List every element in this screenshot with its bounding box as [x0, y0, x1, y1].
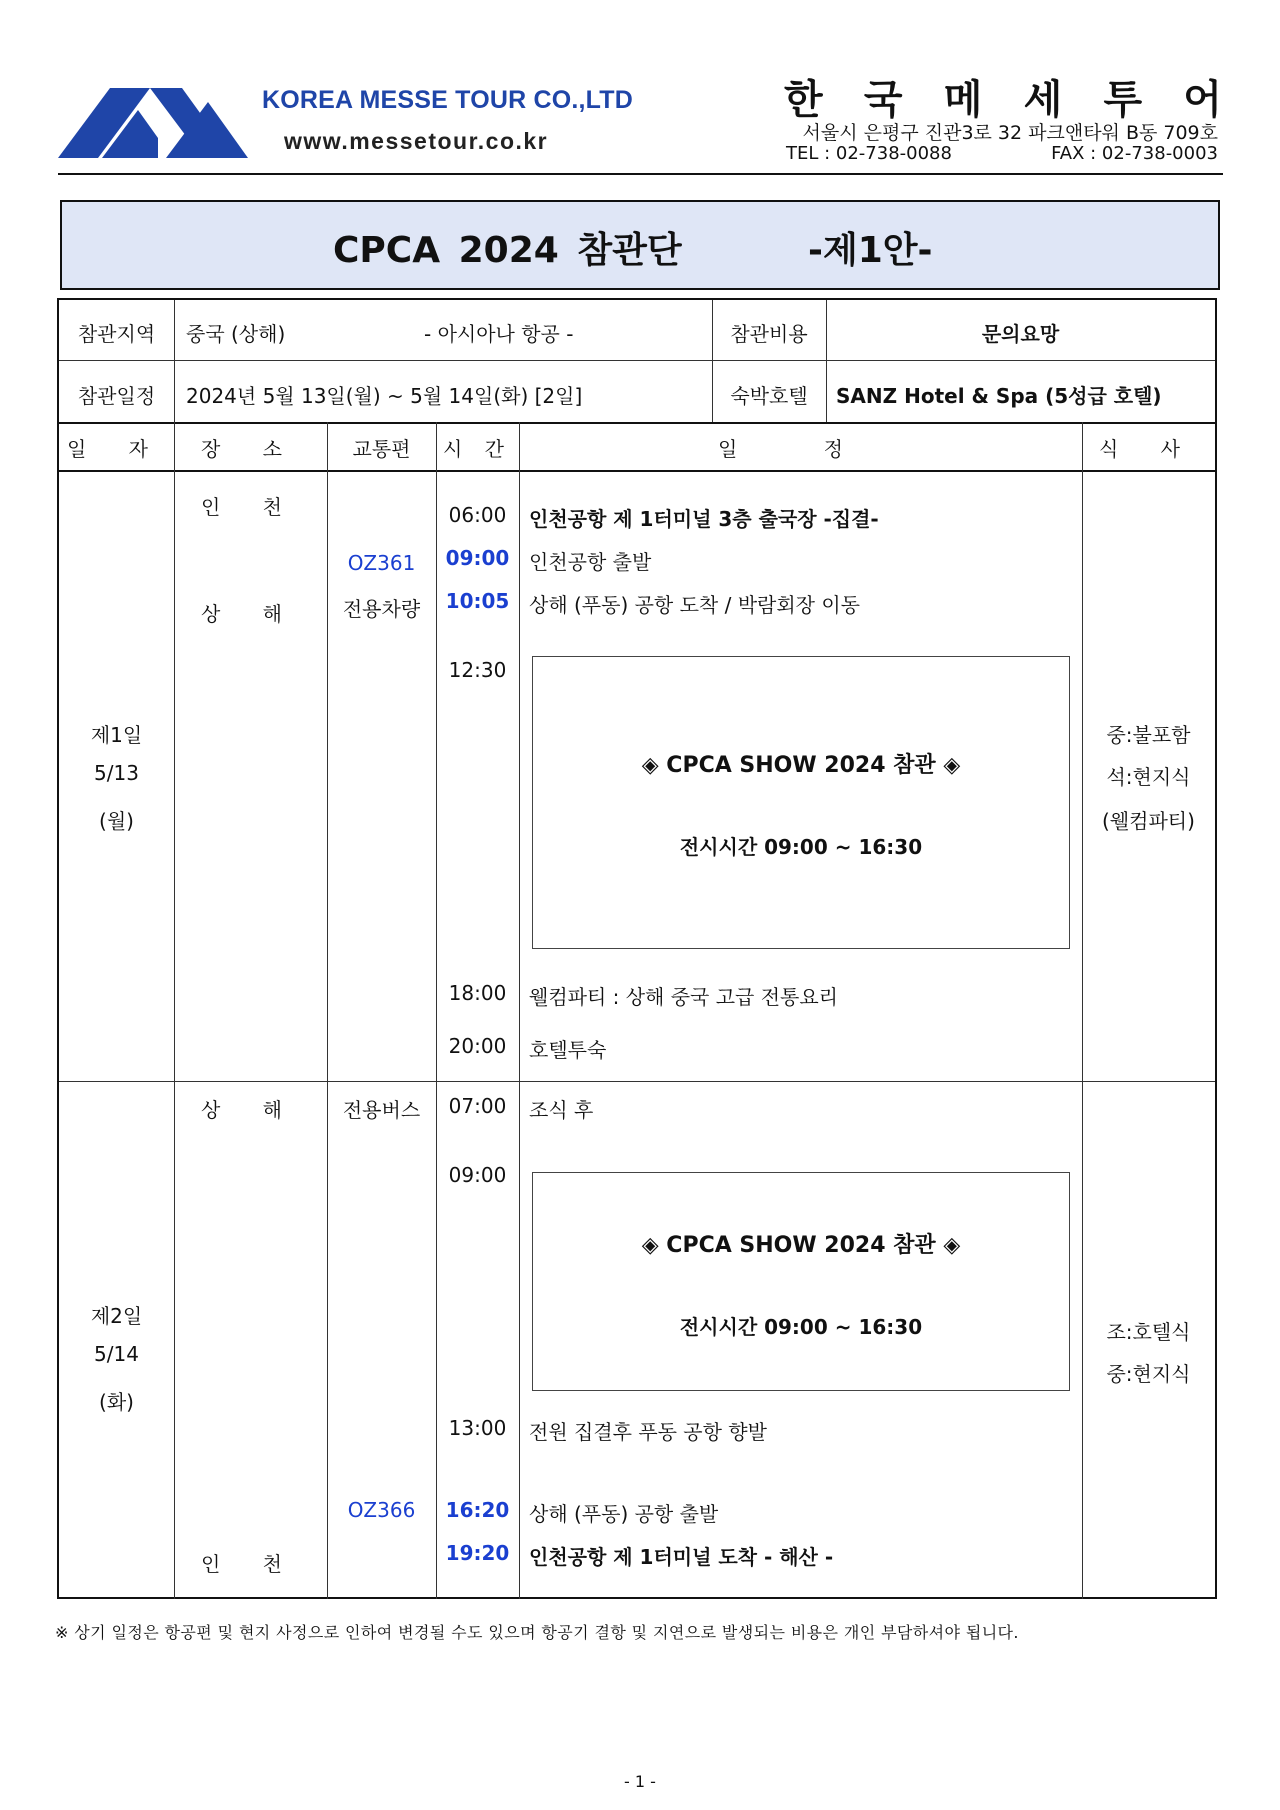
- day1-activity: 상해 (푸동) 공항 도착 / 박람회장 이동: [529, 593, 860, 617]
- hotel-value: SANZ Hotel & Spa (5성급 호텔): [836, 384, 1162, 408]
- company-name-english: KOREA MESSE TOUR CO.,LTD: [262, 86, 634, 114]
- company-name-char: 세: [1023, 77, 1063, 123]
- day1-show-box: [532, 656, 1070, 949]
- company-name-char: 메: [943, 77, 983, 123]
- cost-label: 참관비용: [730, 322, 808, 346]
- day1-show-title: ◈ CPCA SHOW 2024 참관 ◈: [641, 753, 961, 778]
- day2-activity: 상해 (푸동) 공항 출발: [529, 1502, 719, 1526]
- day2-meal: 조:호텔식: [1106, 1320, 1191, 1344]
- day2-time: 16:20: [445, 1498, 510, 1522]
- footnote: ※ 상기 일정은 항공편 및 현지 사정으로 인하여 변경될 수도 있으며 항공기 결항 및 지연으로 발생되는 비용은 개인 부담하셔야 됩니다.: [55, 1623, 1019, 1642]
- day1-place-incheon: 인 천: [201, 495, 300, 519]
- company-name-char: 한: [784, 77, 823, 123]
- day2-show-hours: 전시시간 09:00 ~ 16:30: [679, 1315, 923, 1339]
- column-divider: [1082, 422, 1083, 1599]
- row-divider: [59, 360, 1215, 361]
- day1-time: 20:00: [448, 1034, 507, 1058]
- day1-place-shanghai: 상 해: [201, 602, 300, 626]
- day2-activity: 조식 후: [529, 1098, 594, 1122]
- company-website[interactable]: www.messetour.co.kr: [284, 128, 549, 154]
- day1-meal: 석:현지식: [1106, 765, 1191, 789]
- cost-value: 문의요망: [981, 322, 1060, 346]
- schedule-value: 2024년 5월 13일(월) ~ 5월 14일(화) [2일]: [186, 384, 583, 408]
- airline-note: - 아시아나 항공 -: [424, 322, 574, 346]
- company-name-char: 어: [1183, 77, 1222, 123]
- day1-activity: 웰컴파티 : 상해 중국 고급 전통요리: [529, 985, 839, 1009]
- day2-bus: 전용버스: [342, 1098, 421, 1122]
- page-title: CPCA 2024 참관단: [333, 230, 682, 271]
- day1-time: 06:00: [448, 503, 507, 527]
- day2-activity: 전원 집결후 푸동 공항 향발: [529, 1420, 767, 1444]
- day2-date: 5/14: [94, 1342, 139, 1366]
- day1-time: 10:05: [445, 589, 510, 613]
- day1-time: 09:00: [445, 546, 510, 570]
- company-logo: [58, 82, 248, 158]
- day1-show-hours: 전시시간 09:00 ~ 16:30: [679, 835, 923, 859]
- day1-meal: 중:불포함: [1106, 723, 1191, 747]
- company-tel: TEL : 02-738-0088: [786, 143, 952, 164]
- day2-place-shanghai: 상 해: [201, 1098, 300, 1122]
- column-divider: [519, 422, 520, 1599]
- page-number: - 1 -: [624, 1772, 656, 1791]
- day1-time: 12:30: [448, 658, 507, 682]
- column-divider: [174, 300, 175, 422]
- day2-label: 제2일: [90, 1304, 143, 1328]
- day2-show-title: ◈ CPCA SHOW 2024 참관 ◈: [641, 1233, 961, 1258]
- day2-meal: 중:현지식: [1106, 1362, 1191, 1386]
- hotel-label: 숙박호텔: [730, 384, 808, 408]
- schedule-label: 참관일정: [77, 384, 156, 408]
- day2-place-incheon: 인 천: [201, 1552, 300, 1576]
- column-header-transport: 교통편: [352, 437, 411, 461]
- row-divider: [59, 1081, 1215, 1082]
- column-header-time: 시 간: [443, 437, 512, 461]
- day2-time: 13:00: [448, 1416, 507, 1440]
- company-address: 서울시 은평구 진관3로 32 파크앤타워 B동 709호: [802, 122, 1218, 144]
- day1-date: 5/13: [94, 761, 139, 785]
- company-name-korean: [784, 68, 1222, 125]
- day1-vehicle: 전용차량: [342, 597, 421, 621]
- day1-activity: 인천공항 출발: [529, 550, 652, 574]
- day2-show-box: [532, 1172, 1070, 1391]
- day2-weekday: (화): [99, 1390, 134, 1414]
- column-header-date: 일 자: [67, 437, 166, 461]
- day2-flight: OZ366: [347, 1498, 416, 1522]
- day1-weekday: (월): [99, 809, 134, 833]
- row-divider: [59, 422, 1215, 424]
- itinerary-table: [57, 298, 1217, 1599]
- day1-label: 제1일: [90, 723, 143, 747]
- company-name-char: 국: [863, 77, 903, 123]
- column-header-itinerary: 일 정: [718, 437, 883, 461]
- row-divider: [59, 470, 1215, 472]
- day1-time: 18:00: [448, 981, 507, 1005]
- region-value: 중국 (상해): [186, 322, 286, 346]
- company-name-char: 투: [1103, 77, 1143, 123]
- day1-activity: 인천공항 제 1터미널 3층 출국장 -집결-: [529, 507, 879, 531]
- day1-activity: 호텔투숙: [529, 1038, 607, 1062]
- column-header-meal: 식 사: [1099, 437, 1198, 461]
- day2-time: 09:00: [448, 1163, 507, 1187]
- region-label: 참관지역: [77, 322, 156, 346]
- header-divider: [58, 173, 1223, 175]
- day2-activity: 인천공항 제 1터미널 도착 - 해산 -: [529, 1545, 834, 1569]
- column-header-place: 장 소: [201, 437, 300, 461]
- plan-tag: -제1안-: [808, 230, 933, 271]
- day2-time: 07:00: [448, 1094, 507, 1118]
- day1-flight: OZ361: [347, 551, 416, 575]
- day2-time: 19:20: [445, 1541, 510, 1565]
- day1-meal: (웰컴파티): [1102, 809, 1195, 833]
- company-fax: FAX : 02-738-0003: [1051, 143, 1218, 164]
